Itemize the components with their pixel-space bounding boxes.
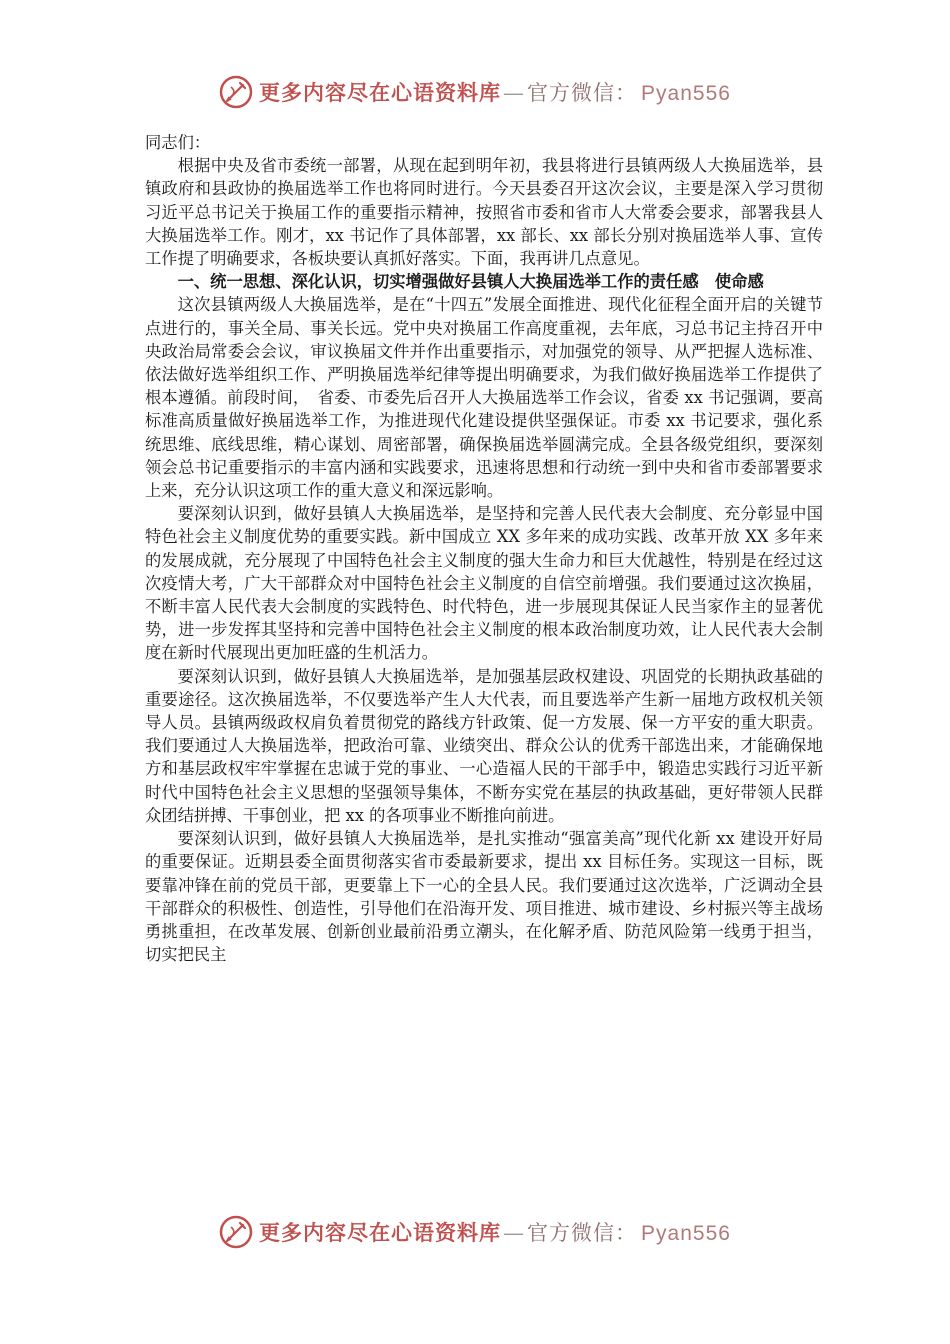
document-body <box>145 131 823 966</box>
banner-wechat-id: Pyan556 <box>641 82 731 105</box>
paragraph: 要深刻认识到，做好县镇人大换届选举，是扎实推动“强富美高”现代化新 xx 建设开好局的重要保证。近期县委全面贯彻落实省市委最新要求，提出 xx 目标任务。实现这一目标，既要靠冲锋在前的党员干部，更要靠上下一心的全县人民。我们要通过这次选举，广泛调动全县干部群众的积极性、创造性，引导他们在沿海开发、项目推进、城市建设、乡村振兴等主战场勇挑重担，在改革发展、创新创业最前沿勇立潮头，在化解矛盾、防范风险第一线勇于担当，切实把民主 <box>145 829 823 965</box>
paragraph-intro: 根据中央及省市委统一部署，从现在起到明年初，我县将进行县镇两级人大换届选举，县镇政府和县政协的换届选举工作也将同时进行。今天县委召开这次会议，主要是深入学习贯彻习近平总书记关于换届工作的重要指示精神，按照省市委和省市人大常委会要求，部署我县人大换届选举工作。刚才，xx 书记作了具体部署，xx 部长、xx 部长分别对换届选举人事、宣传工作提了明确要求，各板块要认真抓好落实。下面，我再讲几点意见。 <box>145 156 823 269</box>
banner-wechat-label: 官方微信： <box>527 81 638 105</box>
banner-wechat-label: 官方微信： <box>527 1221 638 1245</box>
pen-seal-logo-icon <box>219 75 253 109</box>
paragraph: 要深刻认识到，做好县镇人大换届选举，是加强基层政权建设、巩固党的长期执政基础的重要途径。这次换届选举，不仅要选举产生人大代表，而且要选举产生新一届地方政权机关领导人员。县镇两级政权肩负着贯彻党的路线方针政策、促一方发展、保一方平安的重大职责。我们要通过人大换届选举，把政治可靠、业绩突出、群众公认的优秀干部选出来，才能确保地方和基层政权牢牢掌握在忠诚于党的事业、一心造福人民的干部手中，锻造忠实践行习近平新时代中国特色社会主义思想的坚强领导集体，不断夯实党在基层的执政基础，更好带领人民群众团结拼搏、干事创业，把 xx 的各项事业不断推向前进。 <box>145 666 823 825</box>
section-heading-1: 一、统一思想、深化认识，切实增强做好县镇人大换届选举工作的责任感 使命感 <box>177 272 764 292</box>
greeting: 同志们： <box>145 133 211 152</box>
footer-watermark-banner <box>0 1212 950 1252</box>
banner-dash: — <box>503 1221 526 1245</box>
footer-banner-text <box>259 1217 731 1247</box>
header-watermark-banner <box>0 72 950 112</box>
banner-main-text: 更多内容尽在心语资料库 <box>259 80 502 105</box>
banner-dash: — <box>503 81 526 105</box>
header-banner-text <box>259 77 731 107</box>
paragraph: 要深刻认识到，做好县镇人大换届选举，是坚持和完善人民代表大会制度、充分彰显中国特色社会主义制度优势的重要实践。新中国成立 XX 多年来的成功实践、改革开放 XX 多年来的发展成就，充分展现了中国特色社会主义制度的强大生命力和巨大优越性，特别是在经过这次疫情大考，广大干部群众对中国特色社会主义制度的自信空前增强。我们要通过这次换届，不断丰富人民代表大会制度的实践特色、时代特色，进一步展现其保证人民当家作主的显著优势，进一步发挥其坚持和完善中国特色社会主义制度的根本政治制度功效，让人民代表大会制度在新时代展现出更加旺盛的生机活力。 <box>145 504 823 663</box>
banner-wechat-id: Pyan556 <box>641 1222 731 1245</box>
pen-seal-logo-icon <box>219 1215 253 1249</box>
banner-main-text: 更多内容尽在心语资料库 <box>259 1220 502 1245</box>
paragraph: 这次县镇两级人大换届选举，是在“十四五”发展全面推进、现代化征程全面开启的关键节点进行的，事关全局、事关长远。党中央对换届工作高度重视，去年底，习总书记主持召开中央政治局常委会会议，审议换届文件并作出重要指示，对加强党的领导、从严把握人选标准、依法做好选举组织工作、严明换届选举纪律等提出明确要求，为我们做好换届选举工作提供了根本遵循。前段时间， 省委、市委先后召开人大换届选举工作会议，省委 xx 书记强调，要高标准高质量做好换届选举工作，为推进现代化建设提供坚强保证。市委 xx 书记要求，强化系统思维、底线思维，精心谋划、周密部署，确保换届选举圆满完成。全县各级党组织，要深刻领会总书记重要指示的丰富内涵和实践要求，迅速将思想和行动统一到中央和省市委部署要求上来，充分认识这项工作的重大意义和深远影响。 <box>145 295 823 501</box>
